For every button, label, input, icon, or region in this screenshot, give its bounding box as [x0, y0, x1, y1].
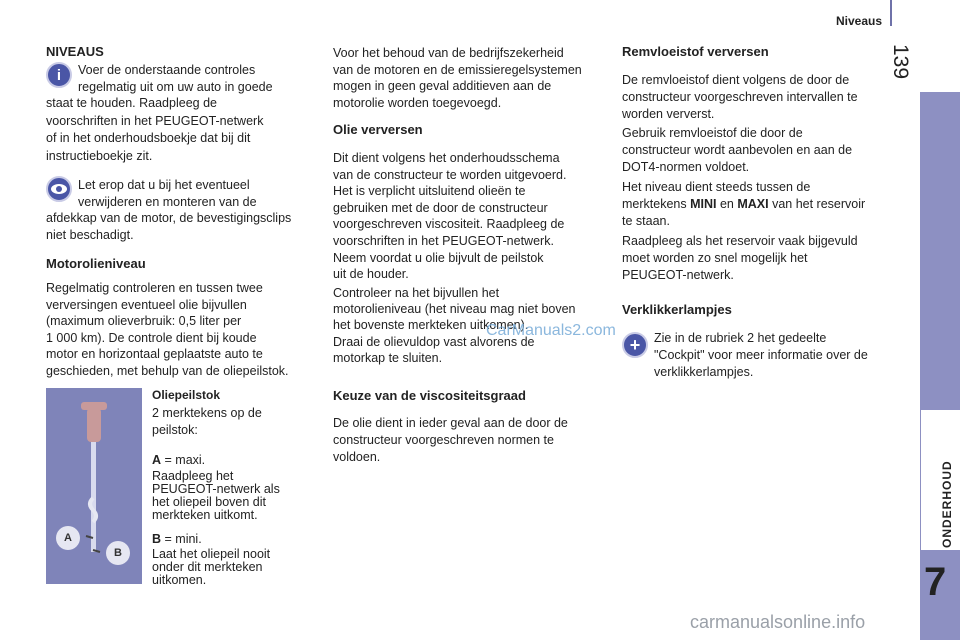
remvloeistof-text-1-line: De remvloeistof dient volgens de door de [622, 73, 850, 87]
marker-a-desc-line: PEUGEOT-netwerk als [152, 482, 280, 496]
olie-text-line: Dit dient volgens het onderhoudsschema [333, 151, 560, 165]
marker-b-desc-line: Laat het oliepeil nooit [152, 547, 271, 561]
motorolie-heading: Motorolieniveau [46, 256, 146, 271]
marker-b-desc-line: uitkomen. [152, 573, 207, 587]
eye-text-rest [46, 210, 291, 244]
viscosity-text-line: voldoen. [333, 450, 381, 464]
olie-text-2-line: uit de houder. [333, 267, 409, 281]
viscosity-text [333, 415, 568, 466]
olie-text-2 [333, 250, 544, 282]
marker-a-line: A = maxi. [152, 453, 206, 467]
motorolie-text-line: Regelmatig controleren en tussen twee [46, 281, 263, 295]
motorolie-text-line: (maximum olieverbruik: 0,5 liter per [46, 314, 242, 328]
olie-text-line: Het is verplicht uitsluitend olieën te [333, 184, 526, 198]
section-heading-niveaus: NIVEAUS [46, 44, 104, 59]
motorolie-text-line: geschieden, met behulp van de oliepeilstok. [46, 363, 289, 378]
motorolie-text [46, 280, 289, 379]
remvloeistof-text-3: Het niveau dient steeds tussen de merktekens MINI en MAXI van het reservoir te staan. [622, 180, 866, 228]
verklikker-heading: Verklikkerlampjes [622, 302, 732, 317]
intro-text [333, 45, 582, 111]
remvloeistof-heading: Remvloeistof verversen [622, 44, 769, 59]
remvloeistof-text-2-line: DOT4-normen voldoet. [622, 160, 750, 174]
info-text: Voer de onderstaande controles regelmatig uit om uw auto in goede [78, 63, 273, 94]
marker-b-desc [152, 548, 270, 587]
remvloeistof-text-4-line: moet worden zo snel mogelijk het [622, 251, 808, 265]
marker-b-label: B [106, 541, 130, 565]
remvloeistof-text-2-line: constructeur wordt aanbevolen en aan de [622, 143, 853, 157]
olie-text-3-line: motorolieniveau (het niveau mag niet boven [333, 302, 576, 316]
olie-heading: Olie verversen [333, 122, 423, 137]
remvloeistof-text-4-line: Raadpleeg als het reservoir vaak bijgevuld [622, 234, 858, 248]
marker-a-desc [152, 470, 280, 522]
dipstick-heading: Oliepeilstok [152, 388, 221, 402]
viscosity-text-line: De olie dient in ieder geval aan de door de [333, 416, 568, 430]
page-number: 139 [889, 44, 912, 80]
dipstick-text [152, 405, 262, 439]
header-rule [890, 0, 892, 26]
remvloeistof-text-2 [622, 125, 852, 176]
chapter-number: 7 [924, 560, 947, 604]
remvloeistof-text-1-line: worden ververst. [622, 107, 715, 121]
viscosity-text-line: constructeur voorgeschreven normen te [333, 433, 554, 447]
intro-text-line: motorolie worden toegevoegd. [333, 95, 502, 110]
olie-text-4-line: Draai de olievuldop vast alvorens de [333, 335, 535, 349]
olie-text-line: gebruiken met de door de constructeur [333, 200, 548, 215]
remvloeistof-text-4 [622, 233, 858, 284]
olie-text [333, 150, 566, 249]
eye-icon [46, 176, 72, 202]
marker-b-line: B = mini. [152, 532, 202, 546]
verklikker-text-line: verklikkerlampjes. [654, 365, 754, 379]
remvloeistof-text-4-line: PEUGEOT-netwerk. [622, 268, 734, 282]
info-text-line: of in het onderhoudsboekje dat bij dit [46, 131, 251, 145]
olie-text-3-line: het bovenste merkteken uitkomen). [333, 318, 529, 332]
olie-text-line: voorschriften in het PEUGEOT-netwerk. [333, 233, 554, 248]
motorolie-text-line: 1 000 km). De controle dient bij koude [46, 330, 257, 345]
verklikker-text-line: Zie in de rubriek 2 het gedeelte [654, 331, 827, 345]
watermark-carmanualsonline: carmanualsonline.info [690, 612, 866, 632]
marker-a-desc-line: het oliepeil boven dit [152, 495, 266, 509]
motorolie-text-line: verversingen eventueel olie bijvullen [46, 297, 247, 312]
verklikker-text [654, 330, 868, 381]
plus-icon: + [622, 332, 648, 358]
marker-a-desc-line: Raadpleeg het [152, 469, 234, 483]
olie-text-line: van de constructeur te worden uitgevoerd. [333, 167, 567, 182]
watermark-carmanuals2: CarManuals2.com [486, 322, 616, 339]
viscosity-heading: Keuze van de viscositeitsgraad [333, 388, 526, 403]
intro-text-line: van de motoren en de emissieregelsystemen [333, 62, 582, 77]
info-text-line: staat te houden. Raadpleeg de [46, 96, 217, 110]
marker-b-desc-line: onder dit merkteken [152, 560, 263, 574]
eye-text: Let erop dat u bij het eventueel verwijderen en monteren van de [78, 178, 257, 209]
chapter-label: ONDERHOUD [940, 460, 954, 548]
dipstick-text-line: peilstok: [152, 423, 198, 437]
remvloeistof-text-2-line: Gebruik remvloeistof die door de [622, 126, 803, 140]
olie-text-2-line: Neem voordat u olie bijvult de peilstok [333, 251, 544, 265]
eye-text-line: afdekkap van de motor, de bevestigingsclips [46, 211, 292, 225]
olie-text-3-line: Controleer na het bijvullen het [333, 286, 500, 300]
motorolie-text-line: motor en horizontaal geplaatste auto te [46, 347, 263, 361]
intro-text-line: Voor het behoud van de bedrijfszekerheid [333, 46, 564, 60]
info-icon: i [46, 62, 72, 88]
marker-a-label: A [56, 526, 80, 550]
info-text-line: instructieboekje zit. [46, 148, 153, 163]
olie-text-4-line: motorkap te sluiten. [333, 351, 443, 365]
verklikker-text-line: "Cockpit" voor meer informatie over de [654, 348, 868, 362]
dipstick-text-line: 2 merktekens op de [152, 406, 262, 420]
chapter-sidebar [920, 92, 960, 640]
remvloeistof-text-1 [622, 72, 858, 123]
info-text-rest [46, 95, 263, 165]
page-header-title: Niveaus [835, 14, 882, 28]
eye-text-line: niet beschadigt. [46, 228, 134, 242]
intro-text-line: mogen in geen geval additieven aan de [333, 79, 552, 93]
remvloeistof-text-1-line: constructeur voorgeschreven intervallen te [622, 90, 858, 104]
olie-text-line: voorgeschreven viscositeit. Raadpleeg de [333, 217, 565, 231]
info-text-line: voorschriften in het PEUGEOT-netwerk [46, 113, 264, 128]
marker-a-desc-line: merkteken uitkomt. [152, 508, 258, 522]
